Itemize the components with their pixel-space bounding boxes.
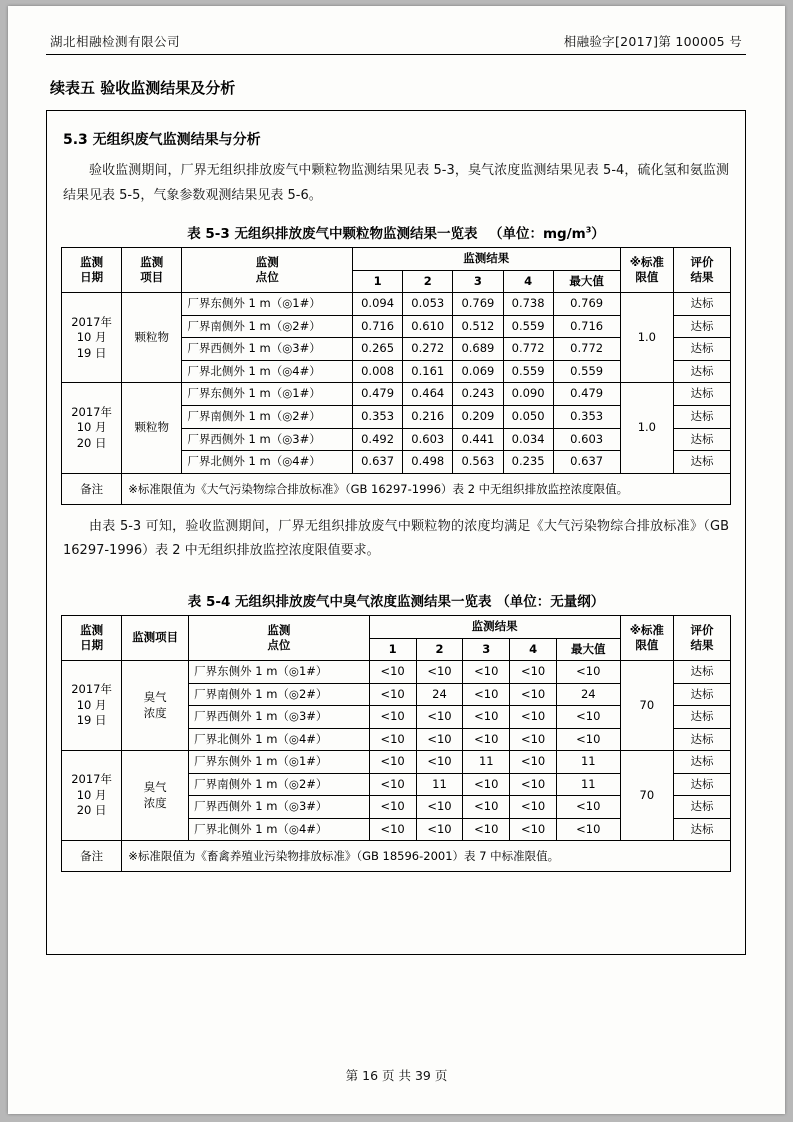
- cell-value: 0.008: [353, 360, 403, 383]
- cell-value: <10: [463, 796, 510, 819]
- th-col-2: 2: [403, 270, 453, 293]
- cell-value: <10: [463, 728, 510, 751]
- cell-value: 0.492: [353, 428, 403, 451]
- cell-value: <10: [463, 773, 510, 796]
- table-row: [62, 751, 731, 774]
- page-footer: 第 16 页 共 39 页: [345, 1068, 448, 1083]
- cell-value: <10: [416, 751, 463, 774]
- cell-max: 0.637: [553, 451, 620, 474]
- th-point: 监测 点位: [182, 248, 353, 293]
- th-col-4: 4: [503, 270, 553, 293]
- th-col-3: 3: [463, 638, 510, 661]
- table-odor-results: [61, 615, 731, 872]
- cell-value: 0.050: [503, 405, 553, 428]
- cell-eval: 达标: [674, 773, 731, 796]
- cell-max: 0.716: [553, 315, 620, 338]
- table-54-title: 表 5-4 无组织排放废气中臭气浓度监测结果一览表: [187, 594, 492, 611]
- cell-value: 0.498: [403, 451, 453, 474]
- table-particulate-results: [61, 247, 731, 504]
- cell-eval: 达标: [674, 728, 731, 751]
- th-col-1: 1: [369, 638, 416, 661]
- analysis-paragraph: 由表 5-3 可知，验收监测期间，厂界无组织排放废气中颗粒物的浓度均满足《大气污染物综合排放标准》（GB 16297-1996）表 2 中无组织排放监控浓度限值要求。: [63, 518, 729, 559]
- cell-value: 0.464: [403, 383, 453, 406]
- cell-eval: 达标: [674, 383, 731, 406]
- cell-item: 臭气 浓度: [122, 751, 189, 841]
- th-item: 监测 项目: [122, 248, 182, 293]
- th-results: 监测结果: [369, 616, 620, 639]
- cell-value: 0.769: [453, 293, 503, 316]
- cell-value: 0.161: [403, 360, 453, 383]
- cell-eval: 达标: [674, 683, 731, 706]
- th-limit: ※标准 限值: [620, 616, 674, 661]
- cell-point: 厂界北侧外 1 m（◎4#）: [182, 451, 353, 474]
- note-text: ※标准限值为《畜禽养殖业污染物排放标准》（GB 18596-2001）表 7 中标准限值。: [122, 841, 731, 872]
- cell-value: <10: [369, 661, 416, 684]
- cell-item: 臭气 浓度: [122, 661, 189, 751]
- cell-date: 2017年 10 月 20 日: [62, 751, 122, 841]
- th-date: 监测 日期: [62, 248, 122, 293]
- cell-eval: 达标: [674, 706, 731, 729]
- table-53-title: 表 5-3 无组织排放废气中颗粒物监测结果一览表: [187, 226, 478, 243]
- cell-value: <10: [416, 661, 463, 684]
- cell-eval: 达标: [674, 796, 731, 819]
- cell-value: 0.034: [503, 428, 553, 451]
- cell-value: 0.479: [353, 383, 403, 406]
- cell-max: 0.603: [553, 428, 620, 451]
- cell-value: 11: [416, 773, 463, 796]
- cell-max: <10: [557, 728, 621, 751]
- note-text: ※标准限值为《大气污染物综合排放标准》（GB 16297-1996）表 2 中无组织排放监控浓度限值。: [122, 473, 731, 504]
- cell-value: 0.053: [403, 293, 453, 316]
- cell-value: 0.441: [453, 428, 503, 451]
- cell-value: <10: [369, 751, 416, 774]
- section-heading: 5.3 无组织废气监测结果与分析: [63, 132, 261, 148]
- cell-point: 厂界西侧外 1 m（◎3#）: [189, 706, 370, 729]
- cell-eval: 达标: [674, 428, 731, 451]
- cell-limit: 70: [620, 751, 674, 841]
- cell-value: <10: [510, 661, 557, 684]
- th-results: 监测结果: [353, 248, 621, 271]
- cell-value: <10: [369, 818, 416, 841]
- cell-point: 厂界北侧外 1 m（◎4#）: [182, 360, 353, 383]
- cell-date: 2017年 10 月 20 日: [62, 383, 122, 473]
- cell-eval: 达标: [674, 751, 731, 774]
- cell-value: <10: [369, 683, 416, 706]
- cell-value: <10: [463, 661, 510, 684]
- cell-max: 0.559: [553, 360, 620, 383]
- intro-paragraph: 验收监测期间，厂界无组织排放废气中颗粒物监测结果见表 5-3，臭气浓度监测结果见表 5-4，硫化氢和氨监测结果见表 5-5，气象参数观测结果见表 5-6。: [63, 163, 729, 203]
- cell-point: 厂界西侧外 1 m（◎3#）: [182, 338, 353, 361]
- page-header: [46, 32, 746, 55]
- cell-value: 0.069: [453, 360, 503, 383]
- cell-value: 0.512: [453, 315, 503, 338]
- cell-value: 0.610: [403, 315, 453, 338]
- cell-point: 厂界东侧外 1 m（◎1#）: [189, 751, 370, 774]
- table-54-unit: （单位：无量纲）: [496, 594, 605, 611]
- cell-value: <10: [369, 773, 416, 796]
- cell-limit: 1.0: [620, 383, 674, 473]
- cell-max: 11: [557, 751, 621, 774]
- cell-value: 0.243: [453, 383, 503, 406]
- table-row: [62, 616, 731, 639]
- cell-value: <10: [510, 796, 557, 819]
- cell-eval: 达标: [674, 293, 731, 316]
- cell-max: <10: [557, 796, 621, 819]
- cell-value: 0.272: [403, 338, 453, 361]
- th-col-max: 最大值: [553, 270, 620, 293]
- table-row: [62, 473, 731, 504]
- cell-point: 厂界东侧外 1 m（◎1#）: [182, 293, 353, 316]
- cell-limit: 1.0: [620, 293, 674, 383]
- table-54-caption: [61, 590, 731, 610]
- cell-max: <10: [557, 706, 621, 729]
- cell-value: <10: [369, 796, 416, 819]
- th-date: 监测 日期: [62, 616, 122, 661]
- cell-eval: 达标: [674, 818, 731, 841]
- cell-point: 厂界西侧外 1 m（◎3#）: [189, 796, 370, 819]
- cell-eval: 达标: [674, 405, 731, 428]
- cell-value: 0.090: [503, 383, 553, 406]
- cell-value: 0.094: [353, 293, 403, 316]
- header-doc-number: 相融验字[2017]第 100005 号: [563, 34, 742, 49]
- th-eval: 评价 结果: [674, 616, 731, 661]
- cell-value: 0.209: [453, 405, 503, 428]
- cell-point: 厂界北侧外 1 m（◎4#）: [189, 818, 370, 841]
- cell-value: <10: [416, 728, 463, 751]
- th-col-3: 3: [453, 270, 503, 293]
- cell-max: <10: [557, 818, 621, 841]
- th-col-max: 最大值: [557, 638, 621, 661]
- cell-value: <10: [463, 683, 510, 706]
- cell-value: 0.563: [453, 451, 503, 474]
- cell-item: 颗粒物: [122, 383, 182, 473]
- cell-value: 0.353: [353, 405, 403, 428]
- cell-max: 11: [557, 773, 621, 796]
- table-53-caption: [61, 222, 731, 242]
- table-row: [62, 661, 731, 684]
- cell-point: 厂界南侧外 1 m（◎2#）: [189, 773, 370, 796]
- cell-eval: 达标: [674, 338, 731, 361]
- content-box: [46, 110, 746, 955]
- table-row: [62, 248, 731, 271]
- cell-value: 0.216: [403, 405, 453, 428]
- cell-max: 0.353: [553, 405, 620, 428]
- cell-max: 0.769: [553, 293, 620, 316]
- th-limit: ※标准 限值: [620, 248, 674, 293]
- cell-point: 厂界西侧外 1 m（◎3#）: [182, 428, 353, 451]
- cell-value: 24: [416, 683, 463, 706]
- page-title: 续表五 验收监测结果及分析: [50, 79, 236, 97]
- cell-value: 0.689: [453, 338, 503, 361]
- cell-value: <10: [463, 818, 510, 841]
- cell-value: 0.559: [503, 315, 553, 338]
- cell-value: <10: [510, 751, 557, 774]
- cell-limit: 70: [620, 661, 674, 751]
- cell-value: 0.637: [353, 451, 403, 474]
- table-row: [62, 841, 731, 872]
- table-row: [62, 383, 731, 406]
- cell-eval: 达标: [674, 661, 731, 684]
- cell-value: <10: [510, 706, 557, 729]
- cell-value: 0.559: [503, 360, 553, 383]
- cell-point: 厂界北侧外 1 m（◎4#）: [189, 728, 370, 751]
- cell-value: <10: [510, 773, 557, 796]
- cell-point: 厂界南侧外 1 m（◎2#）: [182, 405, 353, 428]
- cell-max: 24: [557, 683, 621, 706]
- cell-item: 颗粒物: [122, 293, 182, 383]
- th-point: 监测 点位: [189, 616, 370, 661]
- cell-value: <10: [369, 706, 416, 729]
- cell-value: <10: [510, 818, 557, 841]
- cell-value: 0.738: [503, 293, 553, 316]
- cell-point: 厂界南侧外 1 m（◎2#）: [189, 683, 370, 706]
- th-eval: 评价 结果: [674, 248, 731, 293]
- cell-max: <10: [557, 661, 621, 684]
- cell-max: 0.772: [553, 338, 620, 361]
- table-53-unit: （单位：$mg/m^3$）: [482, 225, 605, 243]
- cell-eval: 达标: [674, 360, 731, 383]
- cell-point: 厂界东侧外 1 m（◎1#）: [189, 661, 370, 684]
- cell-value: 0.235: [503, 451, 553, 474]
- th-col-4: 4: [510, 638, 557, 661]
- cell-value: <10: [416, 818, 463, 841]
- cell-value: <10: [510, 683, 557, 706]
- cell-value: 0.716: [353, 315, 403, 338]
- note-label: 备注: [62, 473, 122, 504]
- cell-value: <10: [416, 796, 463, 819]
- cell-date: 2017年 10 月 19 日: [62, 293, 122, 383]
- header-company: 湖北相融检测有限公司: [50, 34, 181, 49]
- document-page: [8, 6, 785, 1114]
- th-item: 监测项目: [122, 616, 189, 661]
- cell-eval: 达标: [674, 315, 731, 338]
- cell-value: <10: [510, 728, 557, 751]
- cell-point: 厂界东侧外 1 m（◎1#）: [182, 383, 353, 406]
- th-col-2: 2: [416, 638, 463, 661]
- cell-value: <10: [416, 706, 463, 729]
- cell-value: <10: [369, 728, 416, 751]
- page-sheet: [46, 32, 746, 1086]
- cell-eval: 达标: [674, 451, 731, 474]
- cell-value: 0.603: [403, 428, 453, 451]
- cell-value: 0.772: [503, 338, 553, 361]
- cell-max: 0.479: [553, 383, 620, 406]
- table-row: [62, 293, 731, 316]
- cell-value: <10: [463, 706, 510, 729]
- note-label: 备注: [62, 841, 122, 872]
- cell-date: 2017年 10 月 19 日: [62, 661, 122, 751]
- cell-value: 11: [463, 751, 510, 774]
- cell-point: 厂界南侧外 1 m（◎2#）: [182, 315, 353, 338]
- cell-value: 0.265: [353, 338, 403, 361]
- th-col-1: 1: [353, 270, 403, 293]
